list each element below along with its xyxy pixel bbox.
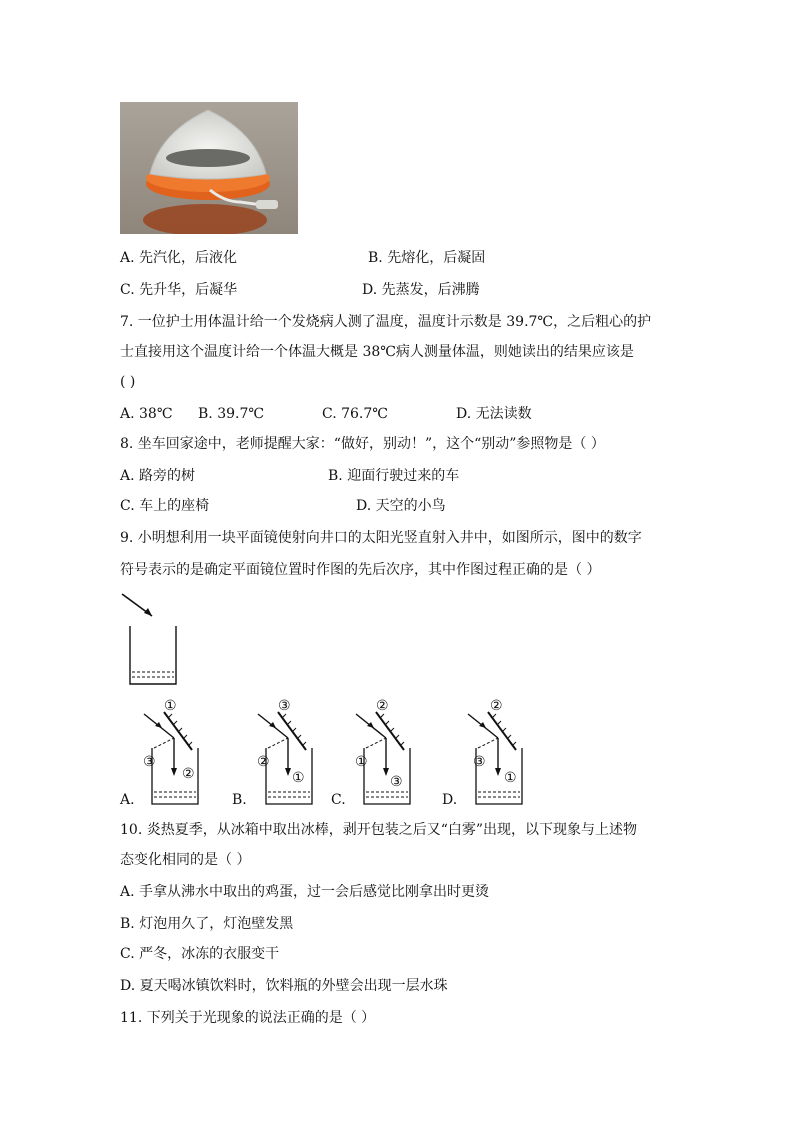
- q9-d-label-left: ③: [473, 754, 486, 770]
- q9-b-label-top: ③: [278, 698, 291, 714]
- q9-choice-d-letter: D.: [442, 792, 458, 808]
- q6-option-a: A. 先汽化，后液化: [120, 250, 238, 266]
- q9-c-label-left: ①: [355, 754, 368, 770]
- solar-still-photo: [120, 102, 298, 234]
- well-figure: [118, 590, 188, 690]
- q9-choice-a-letter: A.: [120, 792, 135, 808]
- q10-option-b: B. 灯泡用久了，灯泡壁发黑: [120, 916, 294, 932]
- q6-option-d: D. 先蒸发，后沸腾: [362, 282, 480, 298]
- q9-choice-b-diagram: [254, 694, 324, 810]
- q8-option-a: A. 路旁的树: [120, 468, 196, 484]
- q9-d-label-bottom: ①: [504, 770, 517, 786]
- q10-option-a: A. 手拿从沸水中取出的鸡蛋，过一会后感觉比刚拿出时更烫: [120, 884, 490, 900]
- q7-option-c: C. 76.7℃: [322, 406, 388, 422]
- q9-a-label-left: ③: [143, 754, 156, 770]
- q7-option-d: D. 无法读数: [456, 406, 532, 422]
- q8-option-b: B. 迎面行驶过来的车: [328, 468, 460, 484]
- q10-option-c: C. 严冬，冰冻的衣服变干: [120, 946, 280, 962]
- q9-b-label-left: ②: [257, 754, 270, 770]
- q9-c-label-bottom: ③: [390, 774, 403, 790]
- q11-stem: 11. 下列关于光现象的说法正确的是（ ）: [120, 1010, 376, 1026]
- q8-stem: 8. 坐车回家途中，老师提醒大家：“做好，别动！”，这个“别动”参照物是（ ）: [120, 436, 605, 452]
- q9-choice-c-diagram: [352, 694, 422, 810]
- q7-stem-line1: 7. 一位护士用体温计给一个发烧病人测了温度，温度计示数是 39.7℃，之后粗心的护: [120, 314, 652, 330]
- q6-option-b: B. 先熔化，后凝固: [368, 250, 486, 266]
- q9-stem-line2: 符号表示的是确定平面镜位置时作图的先后次序，其中作图过程正确的是（ ）: [120, 562, 601, 578]
- q9-d-label-top: ②: [490, 698, 503, 714]
- q10-option-d: D. 夏天喝冰镇饮料时，饮料瓶的外壁会出现一层水珠: [120, 978, 448, 994]
- q9-choice-b-letter: B.: [232, 792, 247, 808]
- q9-stem-line1: 9. 小明想利用一块平面镜使射向井口的太阳光竖直射入井中，如图所示，图中的数字: [120, 530, 642, 546]
- q8-option-c: C. 车上的座椅: [120, 498, 210, 514]
- q9-a-label-top: ①: [164, 698, 177, 714]
- q9-choice-a-diagram: [140, 694, 210, 810]
- q9-c-label-top: ②: [376, 698, 389, 714]
- q9-choice-d-diagram: [464, 694, 534, 810]
- q9-a-label-bottom: ②: [182, 766, 195, 782]
- q7-option-a: A. 38℃: [120, 406, 173, 422]
- q7-stem-line2: 士直接用这个温度计给一个体温大概是 38℃病人测量体温，则她读出的结果应该是: [120, 344, 634, 360]
- q9-b-label-bottom: ①: [292, 770, 305, 786]
- q10-stem-line1: 10. 炎热夏季，从冰箱中取出冰棒，剥开包装之后又“白雾”出现，以下现象与上述物: [120, 822, 638, 838]
- q10-stem-line2: 态变化相同的是（ ）: [120, 852, 251, 868]
- q7-option-b: B. 39.7℃: [198, 406, 265, 422]
- q7-stem-line3: ( ): [120, 374, 136, 390]
- q9-choice-c-letter: C.: [331, 792, 346, 808]
- q8-option-d: D. 天空的小鸟: [356, 498, 446, 514]
- q6-option-c: C. 先升华，后凝华: [120, 282, 238, 298]
